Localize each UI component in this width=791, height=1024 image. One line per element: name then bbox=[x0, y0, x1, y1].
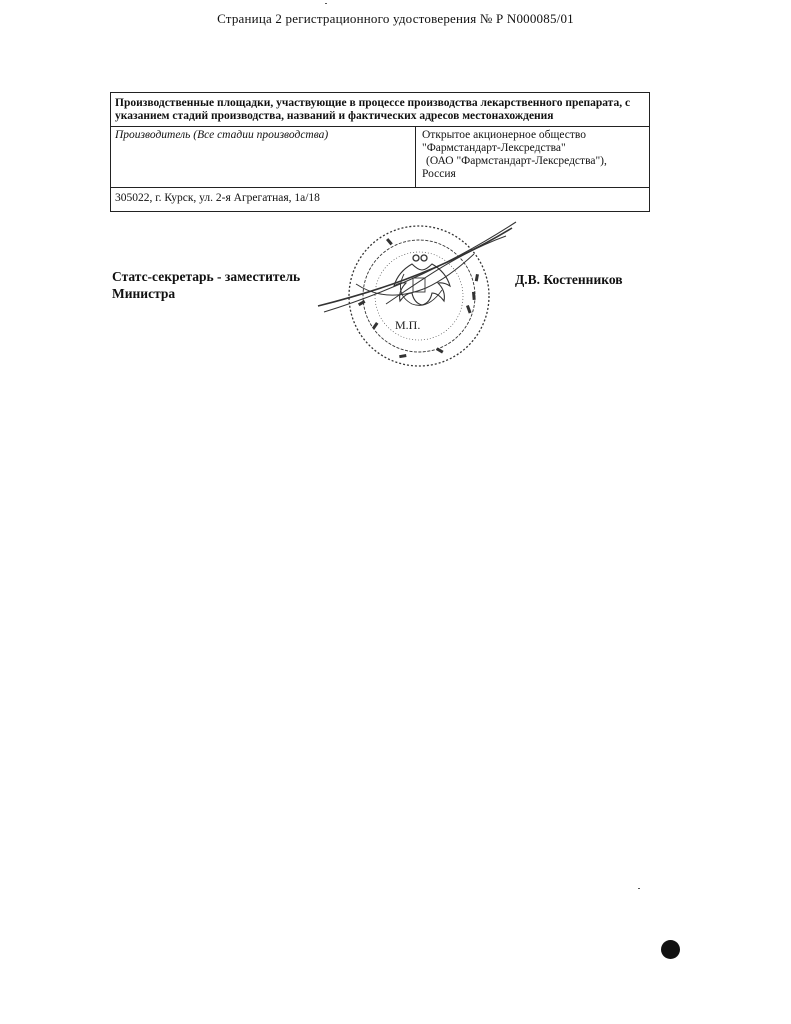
organization-line: (ОАО "Фармстандарт-Лексредства"), bbox=[426, 155, 607, 167]
scan-speck bbox=[325, 3, 327, 4]
scan-speck bbox=[638, 888, 640, 889]
seal-label: М.П. bbox=[395, 318, 421, 332]
table-row bbox=[111, 127, 650, 188]
page-header: Страница 2 регистрационного удостоверения № Р N000085/01 bbox=[217, 11, 574, 26]
address-cell: 305022, г. Курск, ул. 2-я Агрегатная, 1а/18 bbox=[111, 188, 650, 212]
production-sites-table bbox=[110, 92, 650, 212]
organization-cell bbox=[416, 127, 650, 188]
signer-title bbox=[112, 268, 300, 302]
scan-dot-mark bbox=[661, 940, 680, 959]
manufacturer-role-cell: Производитель (Все стадии производства) bbox=[111, 127, 416, 188]
organization-line: "Фармстандарт-Лексредства" bbox=[422, 142, 566, 154]
table-heading-row bbox=[111, 93, 650, 127]
signer-title-line: Статс-секретарь - заместитель bbox=[112, 269, 301, 284]
signer-title-line: Министра bbox=[112, 286, 176, 301]
table-heading-cell: Производственные площадки, участвующие в процессе производства лекарственного препарата, с указанием стадий производства, названий и фактических адресов местонахождения bbox=[111, 93, 650, 127]
signer-name: Д.В. Костенников bbox=[515, 272, 623, 287]
organization-line: Россия bbox=[422, 168, 456, 180]
official-seal-stamp bbox=[316, 214, 522, 374]
organization-line: Открытое акционерное общество bbox=[422, 129, 586, 141]
table-row bbox=[111, 188, 650, 212]
